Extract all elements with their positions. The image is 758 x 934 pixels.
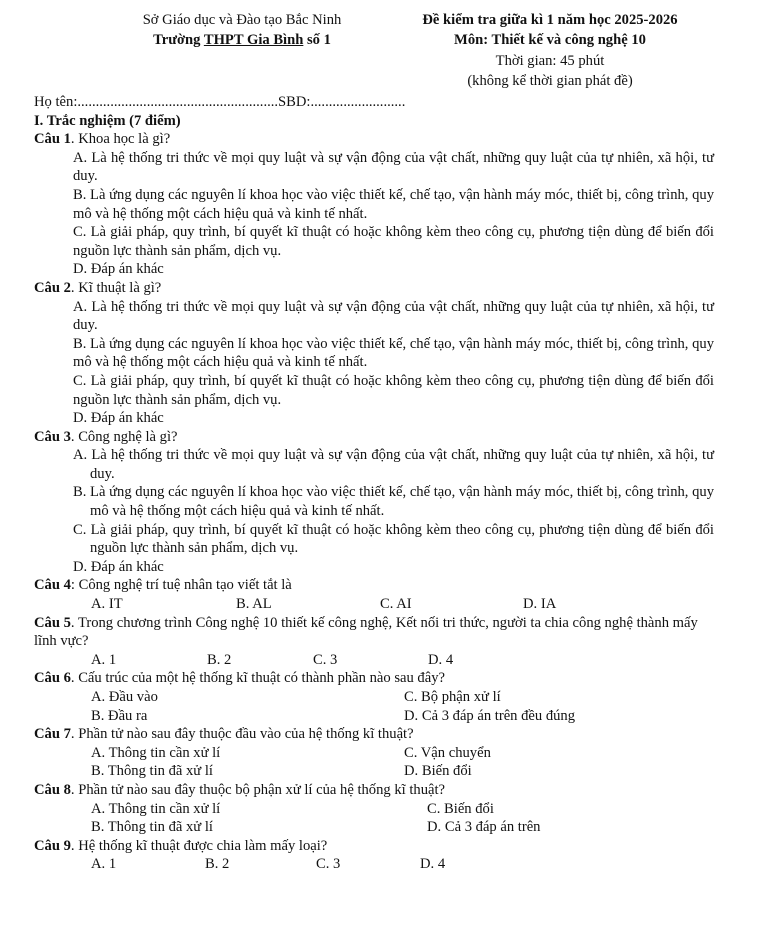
- q2-option-a: A. Là hệ thống tri thức về mọi quy luật và sự vận động của vật chất, những quy luật của tự nhiên, xã hội, tư duy.: [73, 298, 714, 334]
- exam-duration-note: (không kể thời gian phát đề): [467, 73, 633, 89]
- exam-content: [34, 93, 714, 874]
- q7-options-row-2: [34, 762, 714, 781]
- school-name-prefix: Trường: [153, 32, 204, 48]
- department-name: Sở Giáo dục và Đào tạo Bắc Ninh: [142, 12, 342, 28]
- q4-option-b: B. AL: [236, 596, 272, 613]
- exam-subject: Môn: Thiết kế và công nghệ 10: [454, 32, 646, 48]
- question-3: Câu 3. Công nghệ là gì?: [34, 428, 178, 445]
- q6-option-a: A. Đầu vào: [91, 689, 158, 705]
- question-8: Câu 8. Phần tử nào sau đây thuộc bộ phận xử lí của hệ thống kĩ thuật?: [34, 781, 446, 798]
- q9-option-d: D. 4: [420, 856, 446, 873]
- school-name: [62, 31, 422, 50]
- q4-option-c: C. AI: [380, 596, 412, 613]
- question-2: Câu 2. Kĩ thuật là gì?: [34, 279, 162, 296]
- q2-option-b: B. Là ứng dụng các nguyên lí khoa học vào việc thiết kế, chế tạo, vận hành máy móc, thiết bị, công trình, quy mô và hệ thống một cách hiệu quả và kinh tế nhất.: [73, 335, 714, 371]
- q6-options-row-2: [34, 707, 714, 726]
- q5-option-d: D. 4: [428, 651, 454, 668]
- q3-option-c: C. Là giải pháp, quy trình, bí quyết kĩ thuật có hoặc không kèm theo công cụ, phương tiện dùng để biến đổi nguồn lực thành sản phẩm, dịch vụ.: [73, 521, 714, 557]
- q3-option-a: A. Là hệ thống tri thức về mọi quy luật và sự vận động của vật chất, những quy luật của tự nhiên, xã hội, tư duy.: [73, 447, 714, 482]
- q4-option-d: D. IA: [523, 596, 557, 613]
- student-name-field: Họ tên:.......................................................: [34, 94, 279, 110]
- q9-option-c: C. 3: [316, 856, 341, 873]
- q3-option-d: D. Đáp án khác: [73, 558, 164, 575]
- q1-option-a: A. Là hệ thống tri thức về mọi quy luật và sự vận động của vật chất, những quy luật của tự nhiên, xã hội, tư duy.: [73, 149, 714, 185]
- question-4: Câu 4: Công nghệ trí tuệ nhân tạo viết tắt là: [34, 577, 292, 594]
- q6-option-d: D. Cả 3 đáp án trên đều đúng: [404, 707, 576, 724]
- q5-option-c: C. 3: [313, 651, 338, 668]
- q8-option-d: D. Cả 3 đáp án trên: [427, 819, 541, 836]
- q7-option-a: A. Thông tin cần xử lí: [91, 744, 221, 761]
- q8-option-b: B. Thông tin đã xử lí: [91, 819, 213, 836]
- question-1: Câu 1. Khoa học là gì?: [34, 131, 171, 148]
- q3-option-b: B. Là ứng dụng các nguyên lí khoa học vào việc thiết kế, chế tạo, vận hành máy móc, thiết bị, công trình, quy mô và hệ thống một cách hiệu quả và kinh tế nhất.: [73, 484, 714, 520]
- question-9: Câu 9. Hệ thống kĩ thuật được chia làm mấy loại?: [34, 837, 328, 854]
- q1-option-d: D. Đáp án khác: [73, 261, 164, 278]
- exam-title: Đề kiểm tra giữa kì 1 năm học 2025-2026: [422, 12, 678, 28]
- q1-option-c: C. Là giải pháp, quy trình, bí quyết kĩ thuật có hoặc không kèm theo công cụ, phương tiện dùng để biến đổi nguồn lực thành sản phẩm, dịch vụ.: [73, 224, 714, 259]
- question-6: Câu 6. Cấu trúc của một hệ thống kĩ thuật có thành phần nào sau đây?: [34, 670, 445, 687]
- q6-option-c: C. Bộ phận xử lí: [404, 689, 501, 705]
- student-sbd-field: SBD:..........................: [278, 94, 406, 110]
- q1-option-b: B. Là ứng dụng các nguyên lí khoa học vào việc thiết kế, chế tạo, vận hành máy móc, thiết bị, công trình, quy mô và hệ thống một cách hiệu quả và kinh tế nhất.: [73, 186, 714, 222]
- exam-duration: Thời gian: 45 phút: [495, 53, 605, 69]
- q2-option-c: C. Là giải pháp, quy trình, bí quyết kĩ thuật có hoặc không kèm theo công cụ, phương tiện dùng để biến đổi nguồn lực thành sản phẩm, dịch vụ.: [73, 372, 714, 408]
- school-name-main: THPT Gia Bình: [203, 32, 304, 48]
- q6-option-b: B. Đầu ra: [91, 707, 148, 724]
- q5-option-b: B. 2: [207, 651, 232, 668]
- section-title: I. Trắc nghiệm (7 điểm): [34, 112, 181, 129]
- q7-options-row-1: [34, 744, 714, 763]
- q4-options: [34, 595, 714, 614]
- q5-option-a: A. 1: [91, 651, 117, 668]
- q4-option-a: A. IT: [91, 596, 123, 613]
- student-info-line: [34, 93, 714, 112]
- q7-option-c: C. Vận chuyển: [404, 744, 491, 761]
- q8-option-c: C. Biến đổi: [427, 800, 494, 817]
- q6-options-row-1: [34, 688, 714, 707]
- q9-option-b: B. 2: [205, 856, 230, 873]
- q9-options: [34, 855, 714, 874]
- q8-option-a: A. Thông tin cần xử lí: [91, 800, 221, 817]
- question-7: Câu 7. Phần tử nào sau đây thuộc đầu vào của hệ thống kĩ thuật?: [34, 726, 414, 743]
- q2-option-d: D. Đáp án khác: [73, 410, 164, 427]
- q7-option-b: B. Thông tin đã xử lí: [91, 763, 213, 780]
- q8-options-row-2: [34, 818, 714, 837]
- q8-options-row-1: [34, 800, 714, 819]
- school-name-suffix: số 1: [303, 32, 331, 48]
- q5-options: [34, 651, 714, 670]
- q9-option-a: A. 1: [91, 856, 117, 873]
- question-5: Câu 5. Trong chương trình Công nghệ 10 thiết kế công nghệ, Kết nối tri thức, người ta chia công nghệ thành mấy lĩnh vực?: [34, 614, 698, 650]
- q7-option-d: D. Biến đổi: [404, 763, 472, 780]
